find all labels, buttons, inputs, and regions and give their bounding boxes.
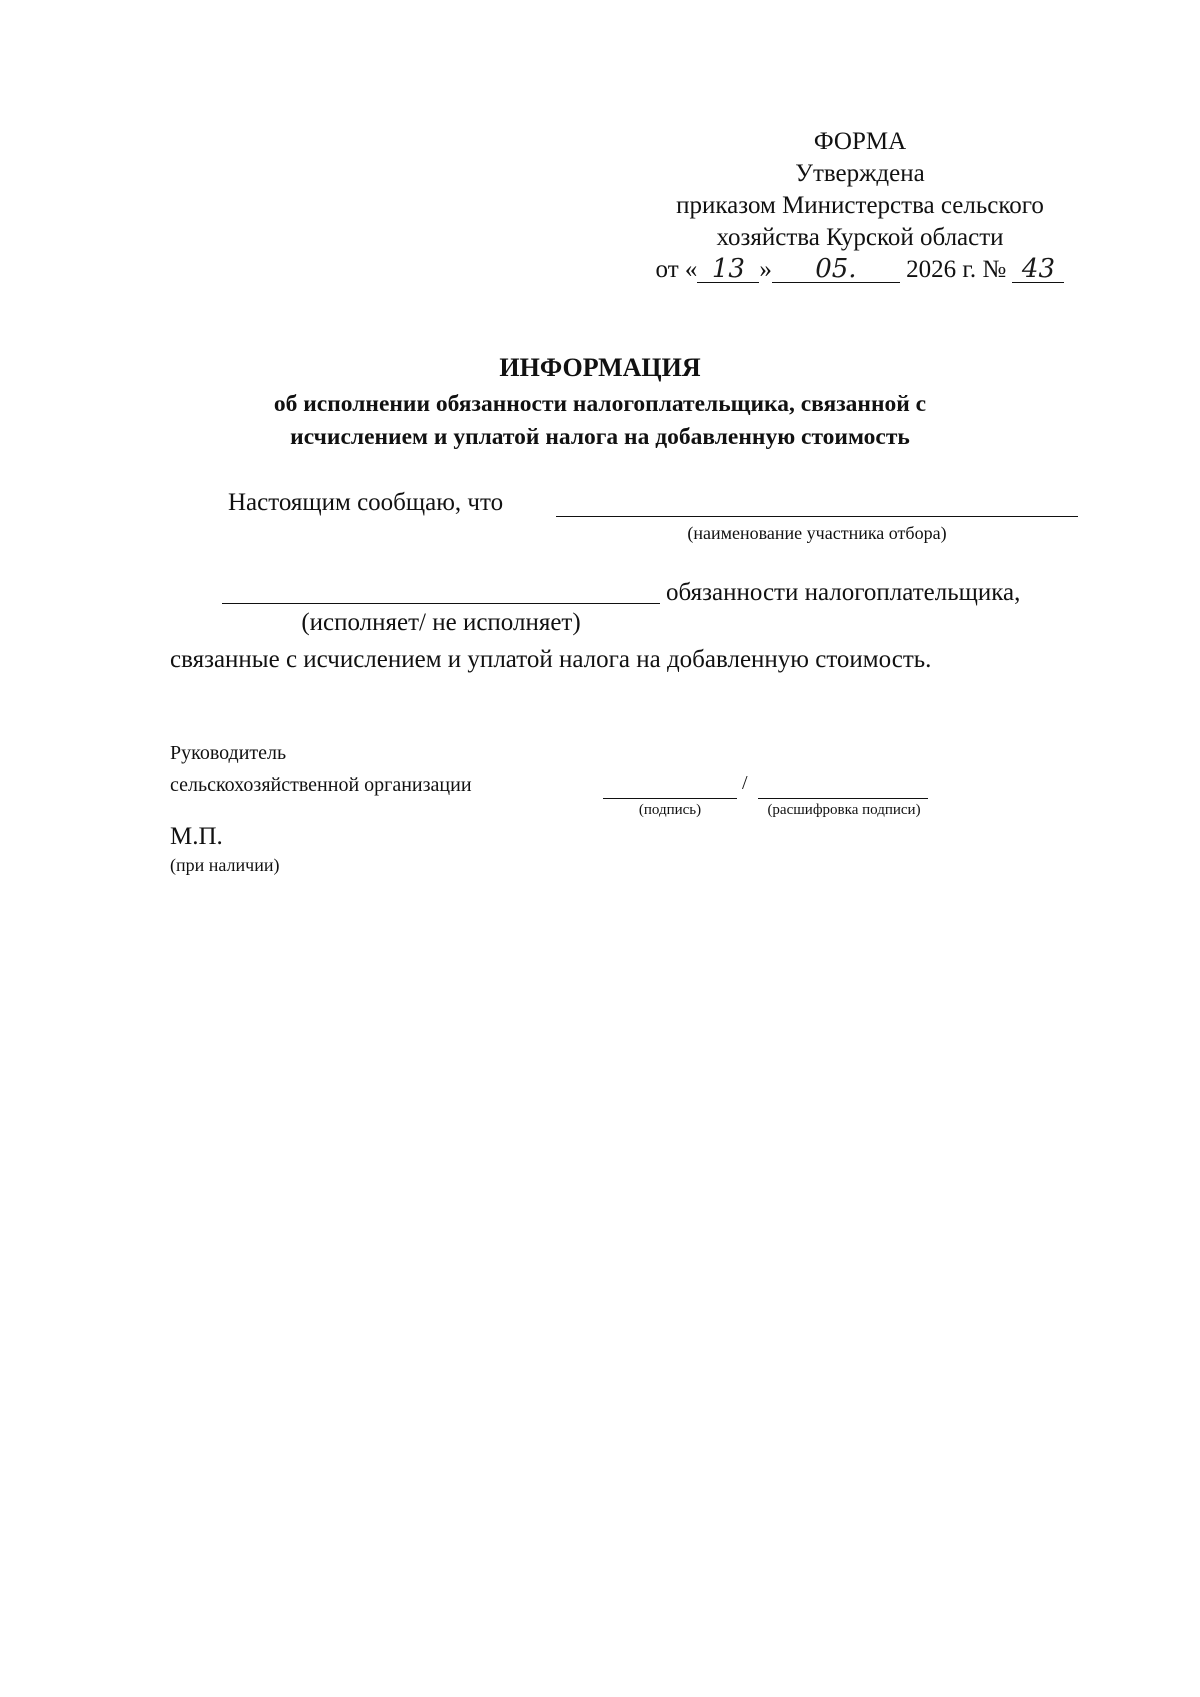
fulfillment-caption: (исполняет/ не исполняет) bbox=[301, 609, 581, 636]
signature-decode-field[interactable] bbox=[758, 798, 928, 799]
participant-name-field[interactable] bbox=[556, 516, 1078, 517]
handwritten-month: 05. bbox=[772, 256, 900, 283]
stamp-label: М.П. bbox=[170, 823, 223, 850]
closing-line: связанные с исчислением и уплатой налога на добавленную стоимость. bbox=[170, 646, 932, 673]
signature-field[interactable] bbox=[603, 798, 737, 799]
approved-label: Утверждена bbox=[795, 160, 925, 187]
signature-decode-caption: (расшифровка подписи) bbox=[767, 802, 921, 818]
signer-role-line-1: Руководитель bbox=[170, 742, 287, 764]
date-year: 2026 г. № bbox=[906, 256, 1007, 283]
participant-caption: (наименование участника отбора) bbox=[687, 523, 947, 543]
document-title: ИНФОРМАЦИЯ bbox=[499, 353, 701, 382]
handwritten-day: 13 bbox=[697, 256, 759, 283]
order-line-1: приказом Министерства сельского bbox=[676, 192, 1044, 219]
stamp-note: (при наличии) bbox=[170, 855, 280, 875]
obligation-text: обязанности налогоплательщика, bbox=[666, 579, 1021, 606]
intro-text: Настоящим сообщаю, что bbox=[228, 489, 504, 516]
approval-block bbox=[600, 126, 1120, 286]
handwritten-order-number: 43 bbox=[1012, 256, 1064, 283]
signature-caption: (подпись) bbox=[638, 802, 702, 818]
order-date-row bbox=[600, 254, 1120, 286]
document-subtitle-line-2: исчислением и уплатой налога на добавленную стоимость bbox=[290, 424, 910, 450]
document-title-block bbox=[150, 348, 1050, 454]
order-line-2: хозяйства Курской области bbox=[716, 224, 1004, 251]
form-label: ФОРМА bbox=[813, 128, 907, 155]
date-prefix: от « bbox=[655, 256, 698, 283]
signer-role-line-2: сельскохозяйственной организации bbox=[170, 774, 472, 796]
signature-slash: / bbox=[742, 772, 748, 794]
document-subtitle-line-1: об исполнении обязанности налогоплательщика, связанной с bbox=[273, 391, 927, 417]
fulfillment-field[interactable] bbox=[222, 603, 660, 604]
date-day-close: » bbox=[759, 256, 772, 283]
